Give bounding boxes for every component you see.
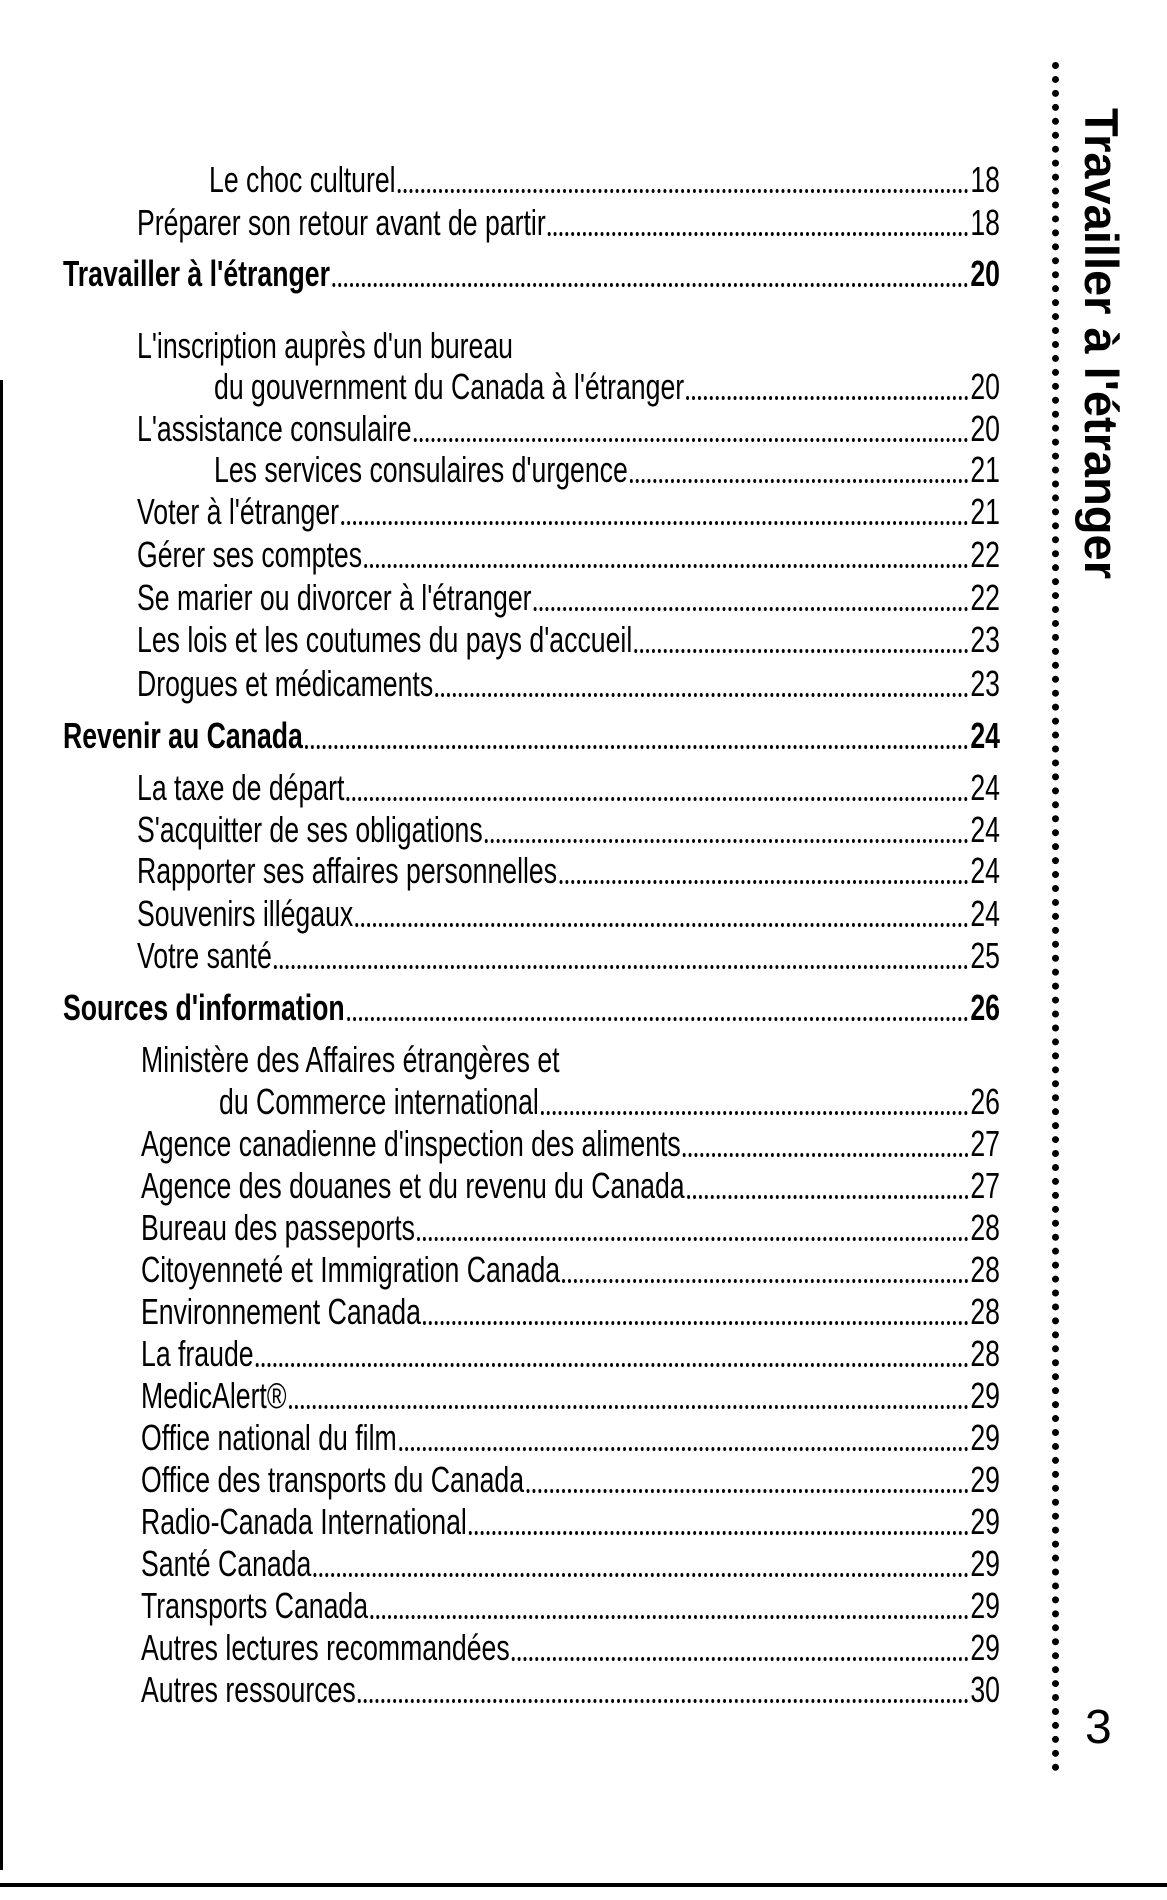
dot-leader [305, 745, 968, 749]
toc-entry[interactable] [141, 1668, 1000, 1712]
toc-entry-page: 20 [970, 366, 1000, 407]
toc-entry[interactable] [209, 158, 1000, 202]
toc-entry[interactable] [137, 662, 1000, 706]
toc-entry-page: 24 [970, 767, 1000, 808]
toc-entry[interactable] [141, 1248, 1000, 1292]
dot-leader [414, 438, 968, 442]
toc-entry-title: Souvenirs illégaux [137, 893, 354, 934]
toc-entry[interactable] [141, 1332, 1000, 1376]
toc-entry-page: 29 [970, 1501, 1000, 1542]
toc-entry-title: Gérer ses comptes [137, 534, 363, 575]
toc-entry-page: 28 [970, 1207, 1000, 1248]
dot-leader [469, 1531, 968, 1535]
dot-leader [534, 607, 968, 611]
dot-leader [417, 1237, 968, 1241]
toc-entry-page: 29 [970, 1543, 1000, 1584]
toc-entry[interactable] [141, 1458, 1000, 1502]
toc-entry-page: 30 [970, 1669, 1000, 1710]
toc-entry-title: L'assistance consulaire [137, 408, 412, 449]
toc-entry-title: Citoyenneté et Immigration Canada [141, 1249, 561, 1290]
dot-leader [485, 839, 968, 843]
toc-entry-page: 23 [970, 619, 1000, 660]
toc-entry-title: Santé Canada [141, 1543, 312, 1584]
toc-entry-title-continued: du Commerce international [219, 1081, 539, 1122]
toc-entry[interactable] [141, 1584, 1000, 1628]
toc-entry[interactable] [219, 1080, 1000, 1124]
dot-leader [541, 1111, 968, 1115]
toc-entry-title: Travailler à l'étranger [63, 253, 330, 294]
toc-entry-page: 28 [970, 1333, 1000, 1374]
toc-entry-title: La taxe de départ [137, 767, 345, 808]
toc-entry-page: 26 [970, 987, 1000, 1028]
dot-leader [289, 1405, 968, 1409]
toc-entry-title-line[interactable]: Ministère des Affaires étrangères et [141, 1039, 560, 1080]
toc-entry-page: 29 [970, 1585, 1000, 1626]
toc-entry[interactable] [141, 1542, 1000, 1586]
dot-leader [355, 923, 968, 927]
dot-leader [399, 1447, 968, 1451]
toc-entry-title: Revenir au Canada [63, 715, 303, 756]
toc-entry-title: Se marier ou divorcer à l'étranger [137, 577, 532, 618]
toc-entry-title-line[interactable]: L'inscription auprès d'un bureau [137, 325, 513, 366]
toc-entry[interactable] [137, 808, 1000, 852]
toc-entry-title: Environnement Canada [141, 1291, 421, 1332]
toc-entry-page: 26 [970, 1081, 1000, 1122]
toc-entry-page: 22 [970, 577, 1000, 618]
dot-leader [341, 521, 968, 525]
dot-leader [435, 693, 968, 697]
toc-entry-page: 28 [970, 1291, 1000, 1332]
running-head-text: Travailler à l'étranger [1075, 107, 1128, 579]
toc-section-heading[interactable] [63, 714, 1000, 758]
toc-entry-title-continued: du gouvernment du Canada à l'étranger [214, 366, 685, 407]
toc-section-heading[interactable] [63, 252, 1000, 296]
toc-entry[interactable] [141, 1374, 1000, 1418]
dot-leader [687, 1195, 968, 1199]
dot-leader [398, 189, 968, 193]
toc-entry[interactable] [141, 1122, 1000, 1166]
toc-entry-title: Les lois et les coutumes du pays d'accueil [137, 619, 633, 660]
toc-entry-page: 23 [970, 663, 1000, 704]
toc-entry-title: La fraude [141, 1333, 254, 1374]
toc-entry-title: S'acquitter de ses obligations [137, 809, 483, 850]
dot-leader [358, 1699, 968, 1703]
toc-entry-title: Autres ressources [141, 1669, 356, 1710]
dot-leader [370, 1615, 968, 1619]
dot-leader [559, 880, 968, 884]
toc-entry-page: 24 [970, 893, 1000, 934]
toc-entry[interactable] [141, 1206, 1000, 1250]
toc-entry-title: Transports Canada [141, 1585, 369, 1626]
toc-entry[interactable] [137, 618, 1000, 662]
dot-leader [347, 797, 969, 801]
toc-entry-page: 29 [970, 1375, 1000, 1416]
toc-entry[interactable] [137, 201, 1000, 245]
toc-entry[interactable] [137, 934, 1000, 978]
toc-entry[interactable] [141, 1164, 1000, 1208]
toc-entry-page: 29 [970, 1627, 1000, 1668]
toc-entry-page: 29 [970, 1417, 1000, 1458]
toc-entry-title: Bureau des passeports [141, 1207, 415, 1248]
toc-entry[interactable] [214, 448, 1000, 492]
toc-entry-page: 28 [970, 1249, 1000, 1290]
bottom-rule [0, 1883, 1167, 1887]
toc-entry-page: 20 [970, 408, 1000, 449]
toc-entry-page: 29 [970, 1459, 1000, 1500]
toc-entry[interactable] [137, 576, 1000, 620]
dotted-divider [1052, 62, 1059, 1772]
toc-entry-page: 21 [970, 491, 1000, 532]
toc-entry[interactable] [137, 766, 1000, 810]
toc-entry-page: 24 [970, 715, 1000, 756]
toc-entry[interactable] [141, 1626, 1000, 1670]
toc-entry[interactable] [137, 407, 1000, 451]
toc-entry-title: Agence canadienne d'inspection des aliments [141, 1123, 681, 1164]
dot-leader [314, 1573, 969, 1577]
toc-entry-page: 24 [970, 850, 1000, 891]
toc-entry-title: Agence des douanes et du revenu du Canada [141, 1165, 685, 1206]
toc-entry-page: 20 [970, 253, 1000, 294]
toc-entry[interactable] [214, 365, 1000, 409]
toc-entry[interactable] [141, 1290, 1000, 1334]
running-head [1068, 108, 1134, 578]
toc-entry-title: Voter à l'étranger [137, 491, 340, 532]
toc-entry[interactable] [137, 849, 1000, 893]
toc-entry-title: Les services consulaires d'urgence [214, 449, 628, 490]
dot-leader [332, 283, 968, 287]
toc-entry-page: 21 [970, 449, 1000, 490]
dot-leader [526, 1489, 968, 1493]
toc-entry[interactable] [137, 490, 1000, 534]
toc-entry-title: Autres lectures recommandées [141, 1627, 510, 1668]
dot-leader [686, 396, 968, 400]
dot-leader [562, 1279, 968, 1283]
toc-entry-page: 27 [970, 1123, 1000, 1164]
toc-entry-title: Radio-Canada International [141, 1501, 467, 1542]
toc-section-heading[interactable] [63, 986, 1000, 1030]
toc-entry-title: Le choc culturel [209, 159, 396, 200]
dot-leader [548, 232, 968, 236]
dot-leader [634, 649, 968, 653]
toc-entry-title: Office des transports du Canada [141, 1459, 525, 1500]
toc-entry-page: 18 [970, 202, 1000, 243]
left-margin-rule [0, 380, 3, 1870]
toc-entry-title: Rapporter ses affaires personnelles [137, 850, 558, 891]
toc-entry[interactable] [141, 1500, 1000, 1544]
toc-entry-title: Sources d'information [63, 987, 345, 1028]
toc-entry-page: 24 [970, 809, 1000, 850]
toc-entry-title: Votre santé [137, 935, 272, 976]
page-number: 3 [1085, 1701, 1112, 1754]
toc-entry-title: Office national du film [141, 1417, 397, 1458]
toc-entry[interactable] [137, 892, 1000, 936]
dot-leader [630, 479, 968, 483]
toc-entry[interactable] [141, 1416, 1000, 1460]
dot-leader [423, 1321, 968, 1325]
dot-leader [683, 1153, 968, 1157]
toc-entry-page: 25 [970, 935, 1000, 976]
dot-leader [274, 965, 968, 969]
dot-leader [364, 564, 968, 568]
toc-entry-title: Drogues et médicaments [137, 663, 434, 704]
toc-entry-title: MedicAlert® [141, 1375, 287, 1416]
toc-entry-page: 22 [970, 534, 1000, 575]
dot-leader [347, 1017, 968, 1021]
dot-leader [256, 1363, 968, 1367]
toc-entry[interactable] [137, 533, 1000, 577]
toc-entry-title: Préparer son retour avant de partir [137, 202, 546, 243]
dot-leader [512, 1657, 968, 1661]
toc-entry-page: 18 [970, 159, 1000, 200]
toc-entry-page: 27 [970, 1165, 1000, 1206]
